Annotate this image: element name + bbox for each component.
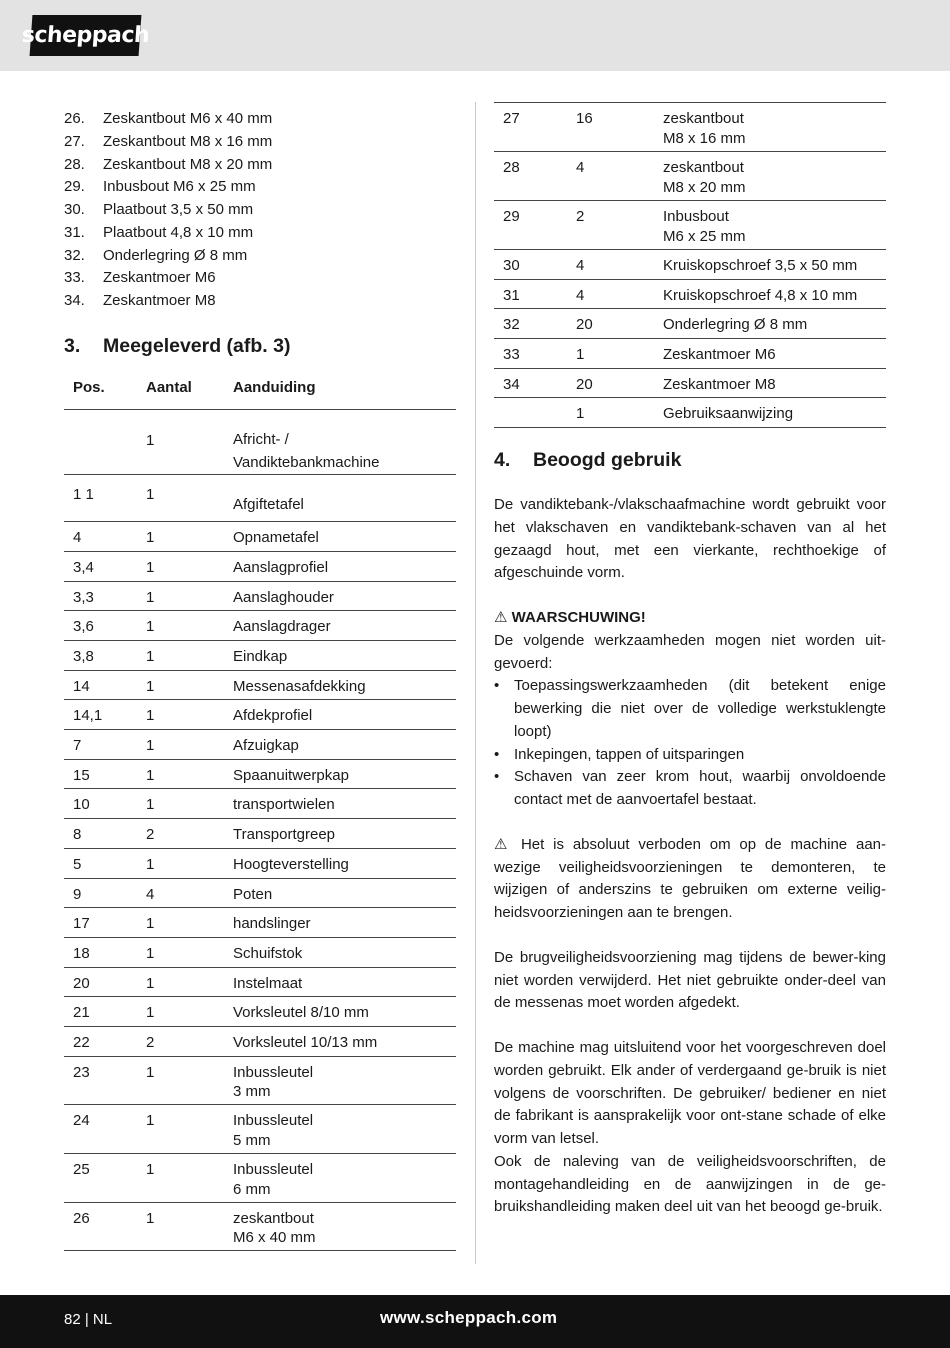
table-row (494, 339, 886, 369)
cell-desc (224, 522, 456, 552)
header-qty: Aantal (137, 378, 224, 410)
cell-desc (224, 819, 456, 849)
table-row (64, 581, 456, 611)
desc-line: Inbusbout (663, 208, 729, 225)
section-title: Meegeleverd (afb. 3) (103, 334, 291, 357)
bullet-icon: • (494, 768, 500, 786)
warning-title: WAARSCHUWING! (511, 609, 646, 627)
table-row (64, 551, 456, 581)
cell-desc (654, 398, 886, 428)
scheppach-logo: scheppach (30, 15, 142, 56)
cell-desc (224, 670, 456, 700)
table-row (494, 368, 886, 398)
desc-line: Inbussleutel (233, 1161, 314, 1178)
cell-desc (224, 908, 456, 938)
desc-line: Spaanuitwerpkap (233, 766, 349, 784)
table-row (64, 908, 456, 938)
desc-line: Messenasafdekking (233, 677, 366, 695)
parts-list-item (64, 108, 456, 131)
cell-desc (224, 700, 456, 730)
cell-pos: 7 (64, 730, 137, 760)
desc-line: Vorksleutel 10/13 mm (233, 1033, 378, 1051)
desc-line: Poten (233, 885, 273, 903)
cell-desc (224, 848, 456, 878)
cell-qty: 4 (567, 152, 654, 201)
cell-desc (224, 1154, 456, 1203)
item-number: 31. (64, 223, 85, 241)
cell-qty: 1 (137, 551, 224, 581)
forbidden-text: Het is absoluut verboden om op de machine aan-wezige veiligheidsvoorzieningen te demonteren, te wijzigen of anderszins te gebruiken om externe veilig-heidsvoorzieningen aan te brengen. (494, 835, 887, 922)
right-column (494, 102, 886, 1219)
intended-paragraph: De machine mag uitsluitend voor het voorgeschreven doel worden gebruikt. Elk ander of verdergaand ge-bruik is niet volgens de voorschriften. De gebruiker/ bediener en niet de fabrikant is aansprakelijk voor ont-stane schade of elke vorm van letsel. (494, 1039, 886, 1148)
desc-line: Transportgreep (233, 826, 335, 844)
item-text: Plaatbout 4,8 x 10 mm (103, 223, 254, 241)
item-number: 26. (64, 110, 85, 127)
cell-desc (224, 759, 456, 789)
table-row (494, 250, 886, 280)
section-number: 4. (494, 449, 511, 472)
desc-line: M6 x 40 mm (233, 1229, 316, 1247)
cell-qty: 20 (567, 368, 654, 398)
table-row (494, 103, 886, 152)
cell-pos: 1 1 (64, 475, 137, 522)
desc-line: 3 mm (233, 1083, 271, 1101)
cell-pos: 3,6 (64, 611, 137, 641)
cell-pos: 32 (494, 309, 567, 339)
cell-qty: 1 (137, 581, 224, 611)
desc-line: M6 x 25 mm (663, 227, 746, 245)
desc-line: Vandiktebankmachine (233, 454, 380, 472)
cell-pos: 3,8 (64, 641, 137, 671)
cell-qty: 1 (567, 398, 654, 428)
cell-desc (654, 309, 886, 339)
item-number: 30. (64, 201, 85, 218)
cell-pos: 3,4 (64, 551, 137, 581)
forbidden-paragraph (494, 834, 886, 925)
cell-pos: 20 (64, 967, 137, 997)
desc-line: Instelmaat (233, 974, 303, 992)
item-text: Zeskantbout M8 x 20 mm (103, 155, 273, 173)
desc-line: Inbussleutel (233, 1112, 314, 1130)
cell-qty: 4 (567, 250, 654, 280)
table-row (64, 611, 456, 641)
item-text: Inbusbout M6 x 25 mm (103, 178, 256, 196)
table-row (64, 967, 456, 997)
item-number: 29. (64, 178, 85, 196)
desc-line: Zeskantmoer M8 (663, 375, 776, 393)
table-row (64, 878, 456, 908)
desc-line: Afgiftetafel (233, 496, 304, 514)
cell-desc (654, 103, 886, 152)
cell-desc (224, 641, 456, 671)
left-column (64, 108, 456, 1251)
section-4-heading (494, 448, 886, 472)
desc-line: Hoogteverstelling (233, 855, 349, 873)
section-number: 3. (64, 334, 81, 357)
cell-desc (654, 201, 886, 250)
desc-line: zeskantbout (663, 159, 744, 176)
cell-desc (654, 152, 886, 201)
warning-heading (494, 607, 886, 630)
table-row (64, 641, 456, 671)
table-header-row (64, 378, 456, 410)
table-row (64, 1154, 456, 1203)
cell-pos: 23 (64, 1056, 137, 1105)
desc-line: handslinger (233, 915, 311, 933)
cell-pos: 5 (64, 848, 137, 878)
table-row (64, 700, 456, 730)
cell-pos: 14 (64, 670, 137, 700)
parts-list-item (64, 222, 456, 245)
cell-pos: 24 (64, 1105, 137, 1154)
cell-pos: 28 (494, 152, 567, 201)
desc-line: Aanslaghouder (233, 588, 334, 606)
cell-qty: 4 (567, 279, 654, 309)
cell-qty: 1 (137, 759, 224, 789)
table-row (494, 309, 886, 339)
cell-qty: 1 (137, 670, 224, 700)
bullet-item (494, 744, 886, 767)
cell-qty: 1 (137, 641, 224, 671)
table-row (494, 152, 886, 201)
cell-qty: 1 (137, 1154, 224, 1203)
cell-qty: 1 (137, 937, 224, 967)
cell-qty: 1 (137, 611, 224, 641)
warning-bullets (494, 675, 886, 812)
desc-line: Aanslagprofiel (233, 558, 329, 576)
cell-pos: 22 (64, 1026, 137, 1056)
desc-line: Onderlegring Ø 8 mm (663, 316, 808, 334)
cell-qty: 16 (567, 103, 654, 152)
item-text: Onderlegring Ø 8 mm (103, 246, 248, 264)
desc-line: Schuifstok (233, 944, 303, 962)
cell-desc (224, 937, 456, 967)
desc-line: zeskantbout (663, 110, 744, 127)
cell-pos: 18 (64, 937, 137, 967)
item-text: Zeskantbout M6 x 40 mm (103, 110, 273, 127)
cell-qty: 1 (137, 700, 224, 730)
page-number: 82 | NL (64, 1311, 113, 1328)
cell-pos: 27 (494, 103, 567, 152)
bullet-text: Schaven van zeer krom hout, waarbij onvoldoende contact met de aanvoertafel bestaat. (514, 768, 886, 809)
cell-qty: 1 (137, 967, 224, 997)
warning-text: De volgende werkzaamheden mogen niet worden uit-gevoerd: (494, 631, 886, 672)
table-row (64, 1056, 456, 1105)
cell-desc (224, 475, 456, 522)
cell-pos: 26 (64, 1202, 137, 1251)
parts-list-item (64, 154, 456, 177)
cell-pos: 25 (64, 1154, 137, 1203)
delivery-table-right (494, 102, 886, 428)
cell-qty: 1 (137, 789, 224, 819)
table-row (494, 279, 886, 309)
cell-pos: 33 (494, 339, 567, 369)
parts-list-item (64, 176, 456, 199)
desc-line: Afzuigkap (233, 737, 299, 755)
cell-desc (224, 730, 456, 760)
cell-desc (224, 1202, 456, 1251)
cell-desc (654, 368, 886, 398)
bullet-item (494, 766, 886, 812)
cell-pos: 30 (494, 250, 567, 280)
item-text: Zeskantbout M8 x 16 mm (103, 132, 273, 150)
delivery-table-left (64, 378, 456, 1252)
desc-line: Afdekprofiel (233, 707, 313, 725)
cell-qty: 1 (137, 522, 224, 552)
desc-line: 5 mm (233, 1131, 271, 1149)
desc-line: Vorksleutel 8/10 mm (233, 1004, 369, 1022)
cell-pos (64, 410, 137, 475)
cell-qty: 1 (137, 730, 224, 760)
table-row (494, 201, 886, 250)
cell-desc (654, 250, 886, 280)
cell-qty: 2 (137, 819, 224, 849)
desc-line: Zeskantmoer M6 (663, 346, 776, 364)
item-text: Zeskantmoer M6 (103, 269, 216, 287)
bullet-icon: • (494, 745, 500, 763)
bullet-icon: • (494, 677, 500, 695)
parts-list-item (64, 290, 456, 313)
table-row (64, 1105, 456, 1154)
cell-pos: 34 (494, 368, 567, 398)
cell-pos: 14,1 (64, 700, 137, 730)
parts-list-item (64, 131, 456, 154)
cell-desc (654, 279, 886, 309)
parts-list-item (64, 267, 456, 290)
cell-pos: 21 (64, 997, 137, 1027)
cell-qty: 1 (567, 339, 654, 369)
desc-line: Aanslagdrager (233, 618, 331, 636)
cell-desc (224, 410, 456, 475)
cell-desc (224, 611, 456, 641)
bullet-text: Toepassingswerkzaamheden (dit betekent enige bewerking die niet over de volledige werkstuklengte loopt) (514, 677, 886, 740)
bullet-item (494, 675, 886, 743)
cell-desc (224, 878, 456, 908)
table-row (64, 937, 456, 967)
parts-list-item (64, 199, 456, 222)
cell-desc (224, 581, 456, 611)
cell-desc (224, 997, 456, 1027)
header-pos: Pos. (64, 378, 137, 410)
cell-pos: 8 (64, 819, 137, 849)
cell-desc (224, 967, 456, 997)
cell-pos: 17 (64, 908, 137, 938)
intended-use-intro: De vandiktebank-/vlakschaafmachine wordt gebruikt voor het vlakschaven en vandiktebank-schaven van al het gezaagd hout, met een vierkante, rechthoekige of afgeschuinde vorm. (494, 496, 886, 582)
item-number: 28. (64, 155, 85, 173)
cell-pos: 15 (64, 759, 137, 789)
desc-line: M8 x 16 mm (663, 129, 746, 147)
desc-line: Eindkap (233, 648, 288, 665)
table-row (64, 475, 456, 522)
cell-qty: 1 (137, 908, 224, 938)
parts-list-item (64, 245, 456, 268)
section-3-heading (64, 334, 456, 358)
column-divider (475, 102, 476, 1264)
cell-desc (224, 551, 456, 581)
cell-pos (494, 398, 567, 428)
cell-desc (224, 1105, 456, 1154)
item-text: Plaatbout 3,5 x 50 mm (103, 201, 254, 218)
item-text: Zeskantmoer M8 (103, 292, 216, 309)
website-link[interactable]: www.scheppach.com (380, 1308, 558, 1327)
warning-triangle-icon: ⚠ (494, 835, 513, 853)
table-row (64, 730, 456, 760)
table-row (64, 522, 456, 552)
cell-pos: 31 (494, 279, 567, 309)
warning-triangle-icon: ⚠ (494, 609, 508, 627)
cell-desc (224, 1026, 456, 1056)
desc-line: transportwielen (233, 796, 335, 814)
cell-pos: 4 (64, 522, 137, 552)
cell-qty: 2 (567, 201, 654, 250)
desc-line: Kruiskopschroef 4,8 x 10 mm (663, 286, 858, 304)
table-row (64, 789, 456, 819)
compliance-paragraph: Ook de naleving van de veiligheidsvoorschriften, de montagehandleiding en de aanwijzingen in de ge-bruikshandleiding maken deel uit van het beoogd ge-bruik. (494, 1152, 886, 1216)
bullet-text: Inkepingen, tappen of uitsparingen (514, 745, 745, 763)
cell-qty: 1 (137, 997, 224, 1027)
table-row (64, 819, 456, 849)
bridge-paragraph: De brugveiligheidsvoorziening mag tijdens de bewer-king niet worden verwijderd. Het niet gebruikte onder-deel van de messenas moet worden afgedekt. (494, 948, 886, 1012)
desc-line: Inbussleutel (233, 1063, 314, 1081)
desc-line: Opnametafel (233, 529, 319, 547)
parts-list (64, 108, 456, 313)
desc-line: zeskantbout (233, 1209, 314, 1227)
table-row (64, 670, 456, 700)
cell-qty: 4 (137, 878, 224, 908)
desc-line: Africht- / (233, 431, 289, 449)
table-row (64, 1026, 456, 1056)
cell-pos: 3,3 (64, 581, 137, 611)
table-row (64, 848, 456, 878)
cell-qty: 1 (137, 1202, 224, 1251)
item-number: 27. (64, 132, 85, 150)
cell-pos: 29 (494, 201, 567, 250)
cell-desc (224, 789, 456, 819)
cell-pos: 9 (64, 878, 137, 908)
cell-qty: 20 (567, 309, 654, 339)
cell-qty: 1 (137, 410, 224, 475)
section-title: Beoogd gebruik (533, 449, 682, 472)
table-row (64, 997, 456, 1027)
table-row (64, 759, 456, 789)
cell-desc (224, 1056, 456, 1105)
item-number: 32. (64, 246, 85, 264)
table-row (494, 398, 886, 428)
header-desc: Aanduiding (224, 378, 456, 410)
cell-qty: 1 (137, 1105, 224, 1154)
cell-qty: 1 (137, 848, 224, 878)
desc-line: 6 mm (233, 1180, 271, 1198)
cell-desc (654, 339, 886, 369)
cell-pos: 10 (64, 789, 137, 819)
desc-line: M8 x 20 mm (663, 178, 746, 196)
desc-line: Kruiskopschroef 3,5 x 50 mm (663, 257, 858, 274)
desc-line: Gebruiksaanwijzing (663, 405, 794, 423)
cell-qty: 1 (137, 475, 224, 522)
cell-qty: 1 (137, 1056, 224, 1105)
header-band (0, 0, 950, 71)
table-row (64, 410, 456, 475)
item-number: 34. (64, 292, 85, 309)
table-row (64, 1202, 456, 1251)
item-number: 33. (64, 269, 85, 287)
cell-qty: 2 (137, 1026, 224, 1056)
